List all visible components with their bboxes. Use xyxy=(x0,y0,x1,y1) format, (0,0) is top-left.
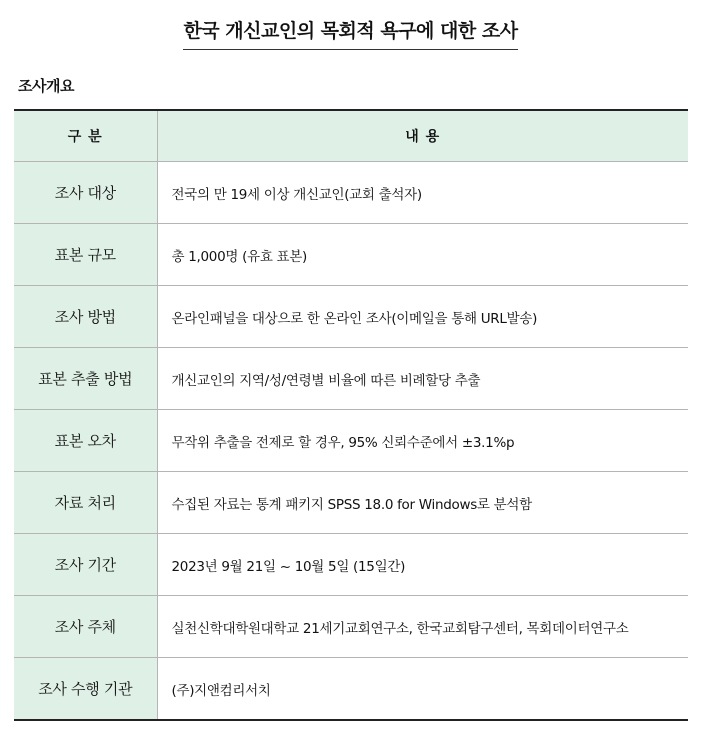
row-value: 온라인패널을 대상으로 한 온라인 조사(이메일을 통해 URL발송) xyxy=(157,286,688,348)
table-row xyxy=(14,534,688,596)
header-category: 구 분 xyxy=(14,110,157,162)
header-content: 내 용 xyxy=(157,110,688,162)
table-header-row xyxy=(14,110,688,162)
table-row xyxy=(14,472,688,534)
row-label: 조사 주체 xyxy=(14,596,157,658)
row-label: 표본 추출 방법 xyxy=(14,348,157,410)
row-label: 조사 대상 xyxy=(14,162,157,224)
row-value: 실천신학대학원대학교 21세기교회연구소, 한국교회탐구센터, 목회데이터연구소 xyxy=(157,596,688,658)
row-label: 표본 오차 xyxy=(14,410,157,472)
title-wrap xyxy=(0,16,701,50)
row-value: 개신교인의 지역/성/연령별 비율에 따른 비례할당 추출 xyxy=(157,348,688,410)
table-row xyxy=(14,224,688,286)
table-row xyxy=(14,596,688,658)
row-label: 조사 수행 기관 xyxy=(14,658,157,721)
row-label: 조사 방법 xyxy=(14,286,157,348)
table-row xyxy=(14,348,688,410)
row-value: 무작위 추출을 전제로 할 경우, 95% 신뢰수준에서 ±3.1%p xyxy=(157,410,688,472)
table-row xyxy=(14,162,688,224)
row-label: 표본 규모 xyxy=(14,224,157,286)
row-value: (주)지앤컴리서치 xyxy=(157,658,688,721)
row-value: 수집된 자료는 통계 패키지 SPSS 18.0 for Windows로 분석함 xyxy=(157,472,688,534)
row-value: 전국의 만 19세 이상 개신교인(교회 출석자) xyxy=(171,186,422,203)
section-title: 조사개요 xyxy=(18,77,74,95)
page-title: 한국 개신교인의 목회적 욕구에 대한 조사 xyxy=(183,16,517,50)
row-label: 조사 기간 xyxy=(14,534,157,596)
table-row xyxy=(14,658,688,721)
row-label: 자료 처리 xyxy=(14,472,157,534)
table-row xyxy=(14,286,688,348)
row-value: 총 1,000명 (유효 표본) xyxy=(157,224,688,286)
survey-overview-table xyxy=(14,109,688,721)
table-row xyxy=(14,410,688,472)
row-value: 2023년 9월 21일 ~ 10월 5일 (15일간) xyxy=(157,534,688,596)
